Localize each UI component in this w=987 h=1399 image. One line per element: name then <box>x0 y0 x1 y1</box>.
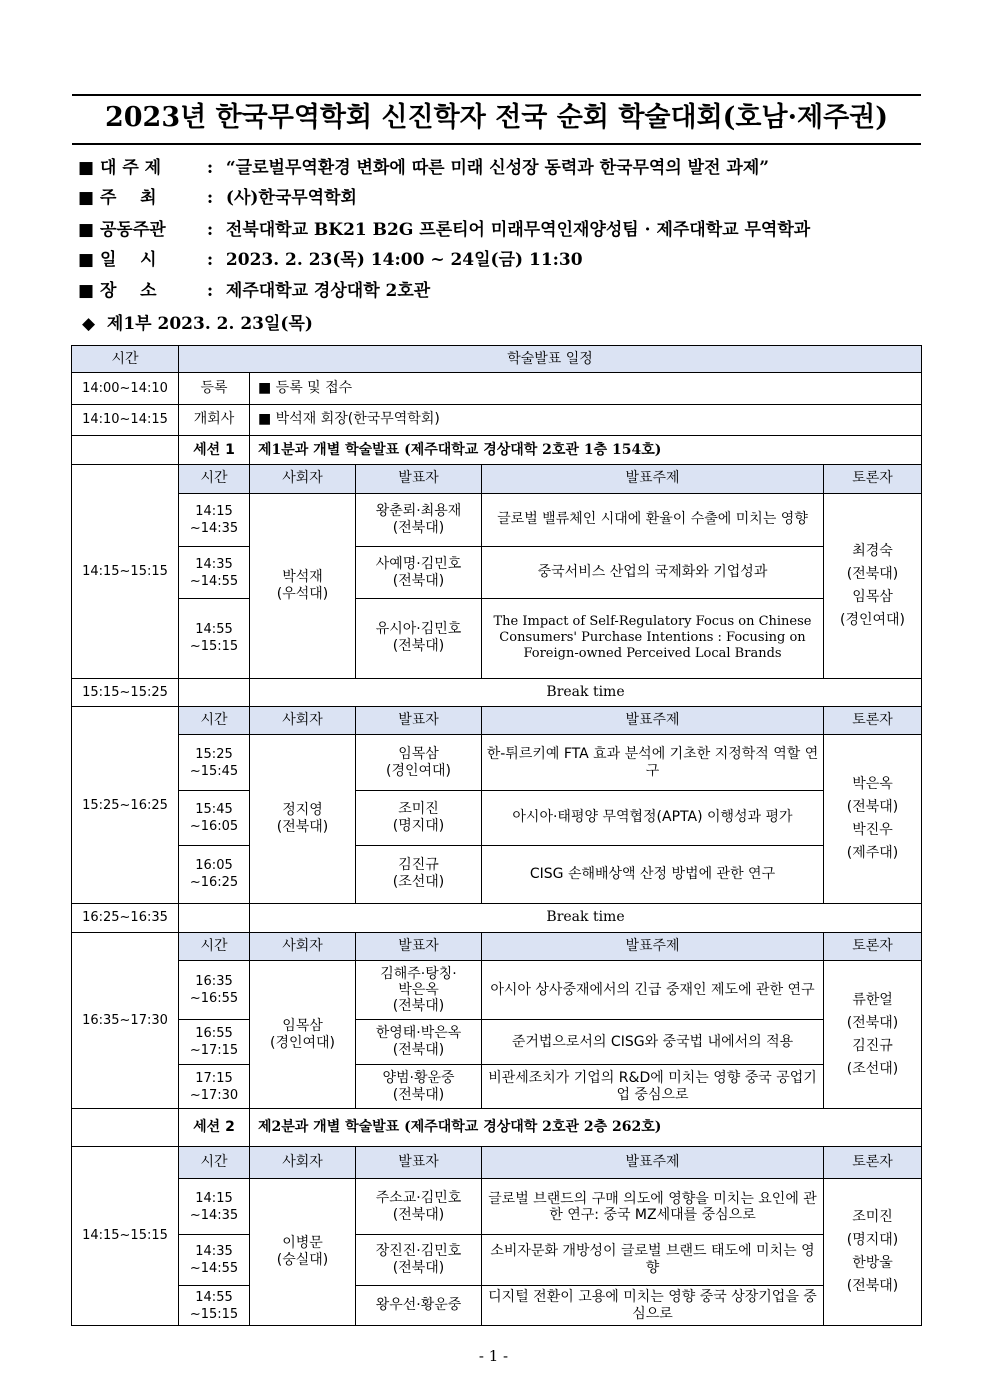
header-program: 학술발표 일정 <box>179 346 922 373</box>
slot-time: 16:35 ~16:55 <box>179 960 250 1020</box>
break1-time: 15:15~15:25 <box>72 678 179 706</box>
registration-label: 등록 <box>179 373 250 404</box>
col-discussant: 토론자 <box>824 465 922 493</box>
slot-time: 14:35 ~14:55 <box>179 1234 250 1286</box>
part-heading: ◆ 제1부 2023. 2. 23일(목) <box>82 314 313 334</box>
block2-moderator: 정지영 (전북대) <box>250 735 356 904</box>
bullet-icon: ■ <box>78 158 95 178</box>
topic: 아시아·태평양 무역협정(APTA) 이행성과 평가 <box>482 790 824 845</box>
break-spacer <box>179 678 250 706</box>
opening-time: 14:10~14:15 <box>72 404 179 435</box>
registration-time: 14:00~14:10 <box>72 373 179 404</box>
slot-time: 17:15 ~17:30 <box>179 1064 250 1108</box>
col-presenter: 발표자 <box>356 707 482 735</box>
presenter: 사예명·김민호 (전북대) <box>356 547 482 599</box>
presenter: 김해주·탕칭· 박은옥 (전북대) <box>356 960 482 1020</box>
col-time: 시간 <box>179 932 250 960</box>
col-presenter: 발표자 <box>356 465 482 493</box>
info-line-date: ■ 일 시 : 2023. 2. 23(목) 14:00 ~ 24일(금) 11:30 <box>78 250 583 270</box>
bullet-icon: ■ <box>78 250 95 270</box>
col-topic: 발표주제 <box>482 707 824 735</box>
session-spacer <box>72 435 179 464</box>
session2-desc: 제2분과 개별 학술발표 (제주대학교 경상대학 2호관 2층 262호) <box>250 1109 922 1146</box>
slot-time: 15:45 ~16:05 <box>179 790 250 845</box>
session1-label: 세션 1 <box>179 435 250 464</box>
col-topic: 발표주제 <box>482 465 824 493</box>
info-line-cohost: ■ 공동주관 : 전북대학교 BK21 B2G 프론티어 미래무역인재양성팀 · 제주대학교 무역학과 <box>78 220 811 240</box>
presenter: 양범·황운중 (전북대) <box>356 1064 482 1108</box>
block3-moderator: 임목삼 (경인여대) <box>250 960 356 1109</box>
topic: CISG 손해배상액 산정 방법에 관한 연구 <box>482 845 824 904</box>
registration-desc: ■ 등록 및 접수 <box>250 373 922 404</box>
topic: The Impact of Self-Regulatory Focus on Chinese Consumers' Purchase Intentions : Focusing on Foreign-owned Perceived Local Brands <box>482 598 824 678</box>
col-presenter: 발표자 <box>356 1146 482 1178</box>
topic: 중국서비스 산업의 국제화와 기업성과 <box>482 547 824 599</box>
block1-discussant: 최경숙 (전북대) 임목삼 (경인여대) <box>824 493 922 678</box>
block2-time: 15:25~16:25 <box>72 707 179 904</box>
presenter: 유시아·김민호 (전북대) <box>356 598 482 678</box>
block3-discussant: 류한얼 (전북대) 김진규 (조선대) <box>824 960 922 1109</box>
col-moderator: 사회자 <box>250 465 356 493</box>
info-label: 공동주관 <box>99 220 166 240</box>
info-value: (사)한국무역학회 <box>225 188 357 208</box>
block4-time: 14:15~15:15 <box>72 1146 179 1325</box>
block4-discussant: 조미진 (명지대) 한방울 (전북대) <box>824 1179 922 1326</box>
topic: 소비자문화 개방성이 글로벌 브랜드 태도에 미치는 영향 <box>482 1234 824 1286</box>
info-label: 일 시 <box>99 250 157 270</box>
col-topic: 발표주제 <box>482 932 824 960</box>
bullet-icon: ■ <box>78 188 95 208</box>
session-spacer <box>72 1109 179 1146</box>
page-number: - 1 - <box>478 1347 509 1365</box>
presenter: 조미진 (명지대) <box>356 790 482 845</box>
info-value: 2023. 2. 23(목) 14:00 ~ 24일(금) 11:30 <box>225 250 583 270</box>
slot-time: 16:05 ~16:25 <box>179 845 250 904</box>
break-spacer <box>179 904 250 932</box>
break2-label: Break time <box>250 904 922 932</box>
slot-time: 15:25 ~15:45 <box>179 735 250 791</box>
block2-discussant: 박은옥 (전북대) 박진우 (제주대) <box>824 735 922 904</box>
info-label: 주 최 <box>99 188 157 208</box>
col-discussant: 토론자 <box>824 1146 922 1178</box>
presenter: 왕우선·황운중 <box>356 1286 482 1326</box>
col-discussant: 토론자 <box>824 932 922 960</box>
title-top-rule <box>72 94 921 96</box>
col-time: 시간 <box>179 465 250 493</box>
opening-desc: ■ 박석재 회장(한국무역학회) <box>250 404 922 435</box>
topic: 글로벌 밸류체인 시대에 환율이 수출에 미치는 영향 <box>482 493 824 547</box>
header-time: 시간 <box>72 346 179 373</box>
slot-time: 14:35 ~14:55 <box>179 547 250 599</box>
slot-time: 14:55 ~15:15 <box>179 598 250 678</box>
col-moderator: 사회자 <box>250 707 356 735</box>
info-label: 장 소 <box>99 281 157 301</box>
presenter: 김진규 (조선대) <box>356 845 482 904</box>
info-line-host: ■ 주 최 : (사)한국무역학회 <box>78 188 357 208</box>
topic: 아시아 상사중재에서의 긴급 중재인 제도에 관한 연구 <box>482 960 824 1020</box>
slot-time: 14:15 ~14:35 <box>179 1179 250 1235</box>
page-title: 2023년 한국무역학회 신진학자 전국 순회 학술대회(호남·제주권) <box>104 102 889 133</box>
presenter: 주소교·김민호 (전북대) <box>356 1179 482 1235</box>
col-time: 시간 <box>179 707 250 735</box>
presenter: 한영태·박은옥 (전북대) <box>356 1020 482 1064</box>
bullet-icon: ■ <box>78 220 95 240</box>
info-value: 전북대학교 BK21 B2G 프론티어 미래무역인재양성팀 · 제주대학교 무역학과 <box>225 220 811 240</box>
slot-time: 14:15 ~14:35 <box>179 493 250 547</box>
topic: 준거법으로서의 CISG와 중국법 내에서의 적용 <box>482 1020 824 1064</box>
block1-time: 14:15~15:15 <box>72 465 179 678</box>
session2-label: 세션 2 <box>179 1109 250 1146</box>
slot-time: 14:55 ~15:15 <box>179 1286 250 1326</box>
col-discussant: 토론자 <box>824 707 922 735</box>
topic: 글로벌 브랜드의 구매 의도에 영향을 미치는 요인에 관한 연구: 중국 MZ세대를 중심으로 <box>482 1179 824 1235</box>
col-topic: 발표주제 <box>482 1146 824 1178</box>
col-moderator: 사회자 <box>250 932 356 960</box>
col-time: 시간 <box>179 1146 250 1178</box>
topic: 한-튀르키예 FTA 효과 분석에 기초한 지정학적 역할 연구 <box>482 735 824 791</box>
info-line-venue: ■ 장 소 : 제주대학교 경상대학 2호관 <box>78 281 431 301</box>
slot-time: 16:55 ~17:15 <box>179 1020 250 1064</box>
break2-time: 16:25~16:35 <box>72 904 179 932</box>
info-label: 대 주 제 <box>99 158 162 178</box>
title-bottom-rule <box>72 143 921 145</box>
presenter: 왕춘뢰·최용재 (전북대) <box>356 493 482 547</box>
block3-time: 16:35~17:30 <box>72 932 179 1109</box>
info-value: 제주대학교 경상대학 2호관 <box>225 281 431 301</box>
opening-label: 개회사 <box>179 404 250 435</box>
schedule-table <box>71 345 922 1326</box>
col-presenter: 발표자 <box>356 932 482 960</box>
bullet-icon: ■ <box>78 281 95 301</box>
break1-label: Break time <box>250 678 922 706</box>
topic: 비관세조치가 기업의 R&D에 미치는 영향 중국 공업기업 중심으로 <box>482 1064 824 1108</box>
presenter: 임목삼 (경인여대) <box>356 735 482 791</box>
block4-moderator: 이병문 (숭실대) <box>250 1179 356 1326</box>
info-value: “글로벌무역환경 변화에 따른 미래 신성장 동력과 한국무역의 발전 과제” <box>225 158 770 178</box>
session1-desc: 제1분과 개별 학술발표 (제주대학교 경상대학 2호관 1층 154호) <box>250 435 922 464</box>
info-line-theme: ■ 대 주 제 : “글로벌무역환경 변화에 따른 미래 신성장 동력과 한국무역의 발전 과제” <box>78 158 770 178</box>
block1-moderator: 박석재 (우석대) <box>250 493 356 678</box>
col-moderator: 사회자 <box>250 1146 356 1178</box>
presenter: 장진진·김민호 (전북대) <box>356 1234 482 1286</box>
topic: 디지털 전환이 고용에 미치는 영향 중국 상장기업을 중심으로 <box>482 1286 824 1326</box>
